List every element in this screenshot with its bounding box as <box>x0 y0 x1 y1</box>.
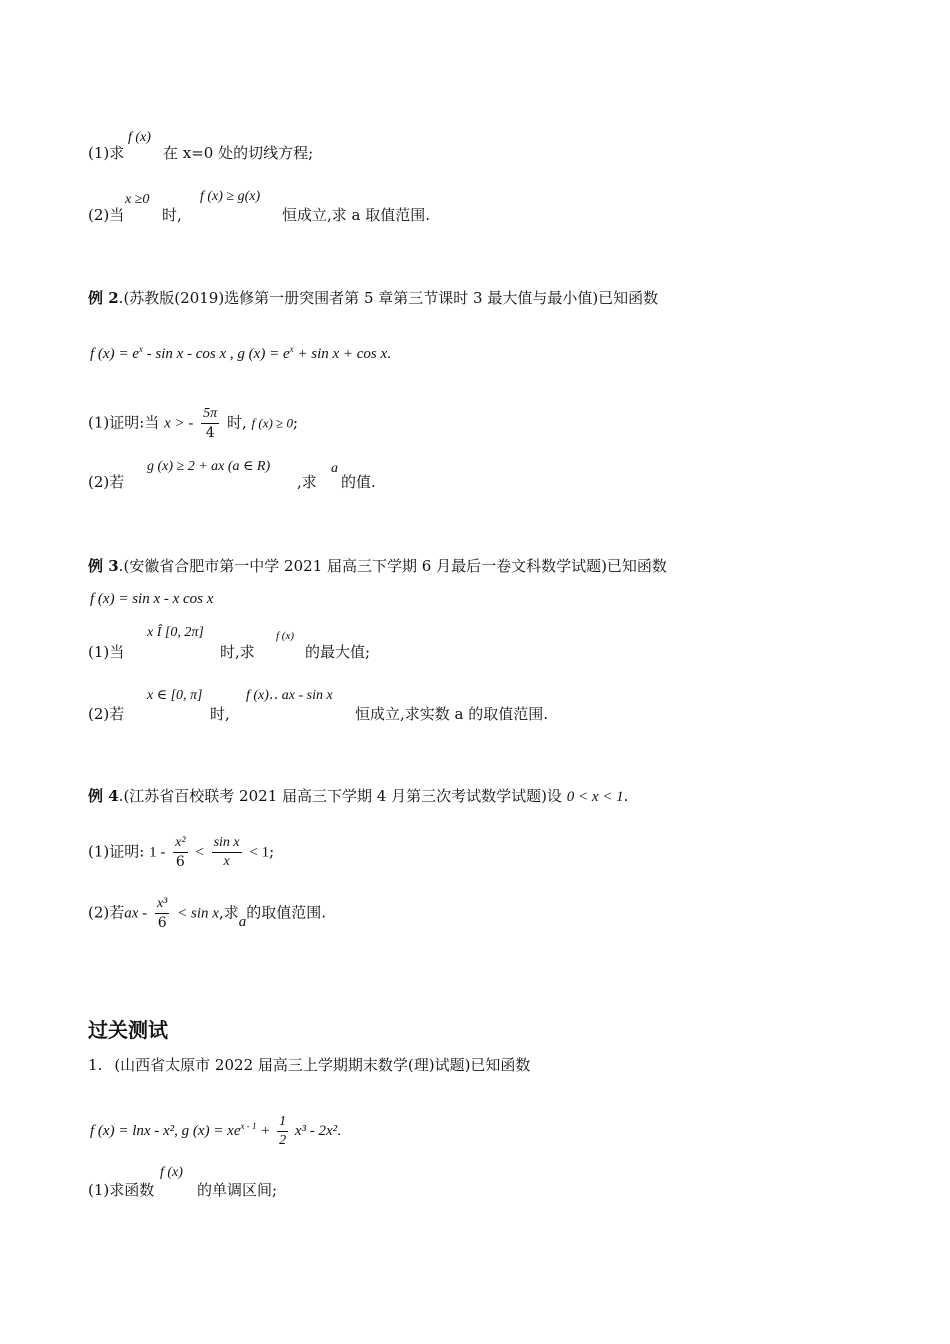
ex2-q1-prefix: (1)证明:当 <box>88 413 160 432</box>
ex3-q2-rest: 恒成立,求实数 a 的取值范围. <box>355 705 549 723</box>
t1-func-frac <box>277 1113 288 1150</box>
ex3-q1-rest: 的最大值; <box>305 643 371 661</box>
ex2-q2-mid: ,求 <box>297 473 317 491</box>
ex2-header <box>88 288 658 308</box>
ex2-q2-rest: 的值. <box>341 473 376 491</box>
ex4-q2-prefix: (2)若 <box>88 903 125 922</box>
ex2-func-g-rest: + sin x + cos x <box>293 346 388 362</box>
ex3-q1: (1)当 <box>88 643 125 661</box>
ex4-q1-num1: x² <box>173 834 187 853</box>
ex2-func-g-exp: x <box>289 344 294 354</box>
ex4-q2-var: a <box>238 913 247 930</box>
ex4-q1-end: ; <box>269 842 275 861</box>
ex2-q1-ineq: f (x) ≥ 0 <box>251 415 293 431</box>
part1-q2: (2)当 <box>88 206 125 224</box>
t1-func-end: . <box>337 1122 341 1139</box>
q1-prefix: (1)求 <box>88 144 125 162</box>
t1-func-rest: x³ - 2x² <box>294 1122 338 1139</box>
ex2-func-f: f (x) = e <box>90 346 139 362</box>
ex4-cond: 0 < x < 1 <box>566 789 624 805</box>
ex4-q1-a: 1 - <box>149 844 166 861</box>
part1-q2-cond: x ≥0 <box>125 192 150 207</box>
part1-q2-mid: 时, <box>162 206 182 224</box>
t1-func <box>90 1113 341 1150</box>
part1-q1-rest: 在 x=0 处的切线方程; <box>163 144 314 162</box>
ex3-header <box>88 556 667 576</box>
ex2-func-f-rest: - sin x - cos x <box>142 346 227 362</box>
ex2-sep: , <box>229 346 234 362</box>
ex4-q2-rest: 的取值范围. <box>246 903 326 922</box>
ex4-q1-den1: 6 <box>175 854 185 870</box>
ex3-q2-ineq: f (x)‥ ax - sin x <box>246 688 333 703</box>
part1-q2-ineq: f (x) ≥ g(x) <box>200 189 261 204</box>
ex3-q2: (2)若 <box>88 705 125 723</box>
t1-func-main: f (x) = lnx - x², g (x) = xe <box>90 1122 241 1139</box>
t1-header <box>88 1055 530 1075</box>
t1-func-mid: + <box>256 1122 271 1139</box>
t1-q1-fx: f (x) <box>160 1165 183 1180</box>
ex4-q2 <box>88 895 326 932</box>
ex4-header <box>88 786 628 807</box>
ex4-q1-den2: x <box>223 854 230 869</box>
ex3-func: f (x) = sin x - x cos x <box>90 591 214 607</box>
ex3-q1-fx: f (x) <box>276 630 295 642</box>
ex4-label: 例 4 <box>88 787 119 805</box>
ex4-q1-num2: sin x <box>212 834 242 853</box>
ex4-end: . <box>623 787 629 805</box>
ex2-q1 <box>88 405 298 442</box>
ex4-q2-den: 6 <box>157 915 167 931</box>
ex2-q1-num: 5π <box>201 405 219 424</box>
ex4-q1-b: < 1 <box>249 844 270 861</box>
ex2-q2: (2)若 <box>88 473 125 491</box>
t1-label: 1. <box>88 1056 103 1074</box>
ex4-q1-lt: < <box>195 844 204 861</box>
ex3-q2-mid: 时, <box>210 705 230 723</box>
ex3-label: 例 3 <box>88 557 119 575</box>
ex4-q2-num: x³ <box>155 895 169 914</box>
ex2-q1-mid: 时, <box>226 413 247 432</box>
ex2-q2-var: a <box>331 461 338 476</box>
t1-func-den: 2 <box>279 1133 287 1148</box>
ex4-q2-frac <box>155 895 169 932</box>
ex4-q2-b: < sin x <box>177 905 219 922</box>
ex3-q2-cond: x ∈ [0, π] <box>147 688 203 703</box>
ex3-q1-cond: x Î [0, 2π] <box>147 625 204 640</box>
part1-q2-rest: 恒成立,求 a 取值范围. <box>282 206 431 224</box>
t1-source: (山西省太原市 2022 届高三上学期期末数学(理)试题)已知函数 <box>114 1056 531 1074</box>
ex2-end: . <box>387 346 391 362</box>
ex2-func-f-exp: x <box>138 344 143 354</box>
ex2-label: 例 2 <box>88 289 119 307</box>
t1-q1: (1)求函数 <box>88 1181 155 1199</box>
ex2-functions <box>90 339 391 364</box>
ex2-q1-frac <box>201 405 219 442</box>
ex2-q1-end: ; <box>292 413 299 432</box>
ex3-source: .(安徽省合肥市第一中学 2021 届高三下学期 6 月最后一卷文科数学试题)已知函数 <box>118 557 667 575</box>
t1-func-num: 1 <box>277 1113 288 1132</box>
ex4-q1 <box>88 834 274 871</box>
part1-q1-fx: f (x) <box>128 130 151 145</box>
ex2-q1-den: 4 <box>205 425 215 441</box>
ex2-q2-ineq: g (x) ≥ 2 + ax (a ∈ R) <box>147 459 271 474</box>
ex2-func-g: g (x) = e <box>237 346 290 362</box>
ex4-q1-frac1 <box>173 834 187 871</box>
t1-q1-rest: 的单调区间; <box>197 1181 278 1199</box>
part1-q1 <box>88 143 124 163</box>
ex2-q1-cond: x > - <box>164 415 194 432</box>
ex3-q1-mid: 时,求 <box>220 643 255 661</box>
ex4-q2-mid: ,求 <box>218 903 239 922</box>
section-heading: 过关测试 <box>88 1018 168 1042</box>
t1-func-exp: x - 1 <box>240 1120 257 1131</box>
ex2-source: .(苏教版(2019)选修第一册突围者第 5 章第三节课时 3 最大值与最小值)已知函数 <box>118 289 659 307</box>
ex4-source: .(江苏省百校联考 2021 届高三下学期 4 月第三次考试数学试题)设 <box>118 787 562 805</box>
ex4-q1-prefix: (1)证明: <box>88 842 145 861</box>
ex4-q1-frac2 <box>212 834 242 871</box>
ex4-q2-a: ax - <box>124 905 148 922</box>
